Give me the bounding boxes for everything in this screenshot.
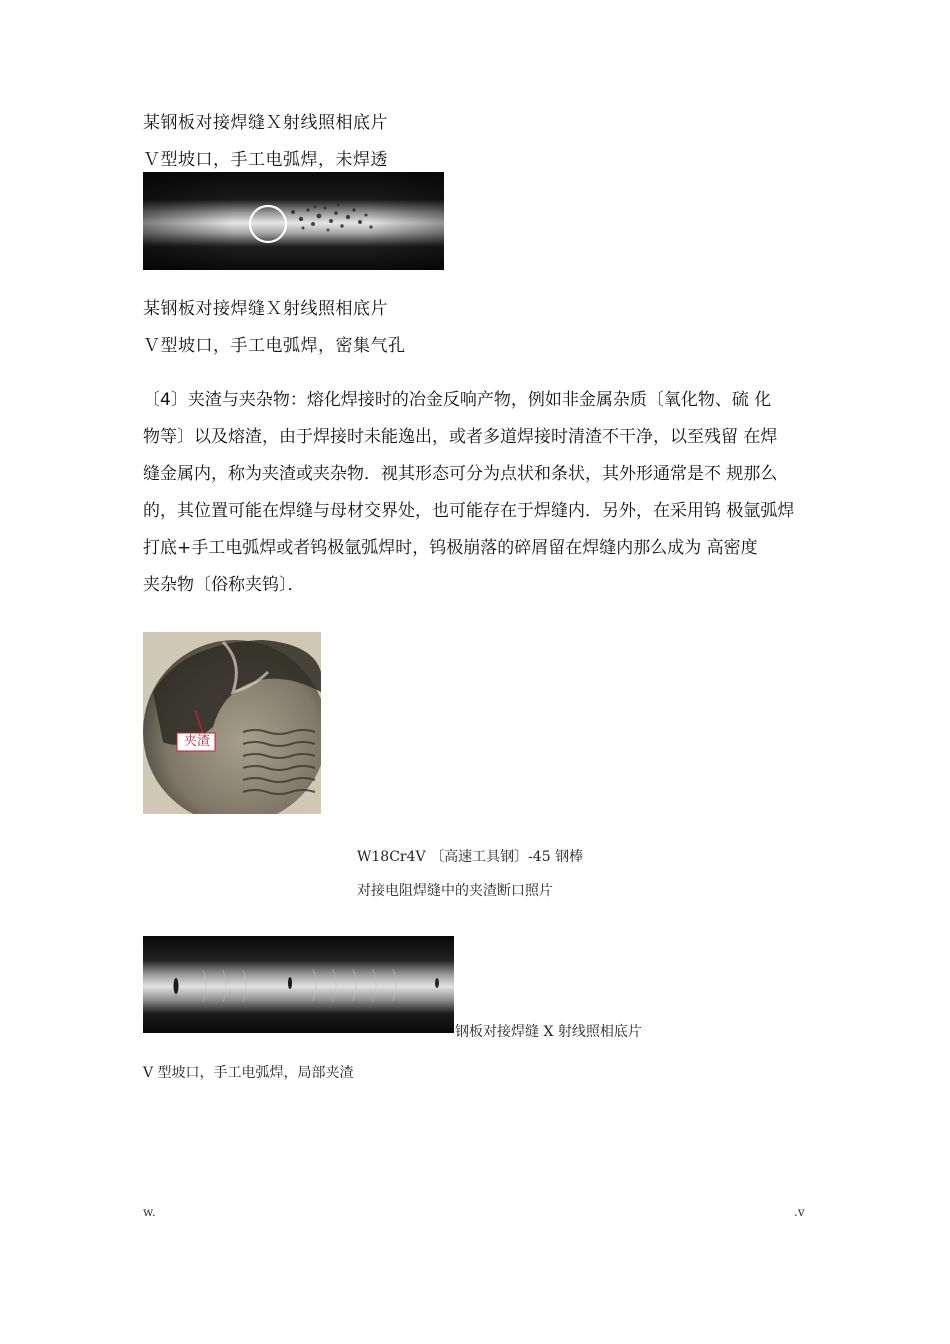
paragraph-line-1: 〔4〕夹渣与夹杂物：熔化焊接时的冶金反响产物，例如非金属杂质〔氧化物、硫 化: [143, 390, 772, 410]
fracture-photo: [143, 632, 321, 814]
paragraph-line-4: 的，其位置可能在焊缝与母材交界处，也可能存在于焊缝内．另外，在采用钨 极氩弧焊: [143, 501, 795, 521]
xray-slag-graphic: [143, 936, 454, 1033]
footer-right: .v: [794, 1205, 805, 1219]
xray-film-porosity: [143, 172, 444, 270]
slag-label: 夹渣: [183, 734, 210, 749]
fracture-photo-graphic: [143, 632, 321, 814]
footer-left: w.: [143, 1205, 156, 1219]
photo-caption-line-2: 对接电阻焊缝中的夹渣断口照片: [357, 883, 553, 899]
photo-caption-line-1: W18Cr4V 〔高速工具钢〕-45 钢棒: [357, 849, 584, 865]
paragraph-line-3: 缝金属内，称为夹渣或夹杂物．视其形态可分为点状和条状，其外形通常是不 规那么: [143, 464, 778, 484]
slag-inclusion-paragraph: [143, 382, 807, 604]
paragraph-line-2: 物等〕以及熔渣，由于焊接时未能逸出，或者多道焊接时清渣不干净，以至残留 在焊: [143, 427, 778, 447]
caption-2-line-2: Ｖ型坡口，手工电弧焊，密集气孔: [143, 336, 406, 356]
xray-inline-caption: 钢板对接焊缝 X 射线照相底片: [455, 1024, 642, 1040]
paragraph-line-5: 打底+手工电弧焊或者钨极氩弧焊时，钨极崩落的碎屑留在焊缝内那么成为 高密度: [143, 538, 758, 558]
xray-porosity-graphic: [143, 172, 444, 270]
xray-film-slag: [143, 936, 454, 1033]
caption-3-line-2: V 型坡口，手工电弧焊，局部夹渣: [143, 1065, 354, 1081]
caption-1-line-1: 某钢板对接焊缝Ｘ射线照相底片: [143, 113, 388, 133]
caption-2-line-1: 某钢板对接焊缝Ｘ射线照相底片: [143, 299, 388, 319]
caption-1-line-2: Ｖ型坡口，手工电弧焊，未焊透: [143, 150, 388, 170]
paragraph-line-6: 夹杂物〔俗称夹钨〕．: [143, 575, 305, 595]
